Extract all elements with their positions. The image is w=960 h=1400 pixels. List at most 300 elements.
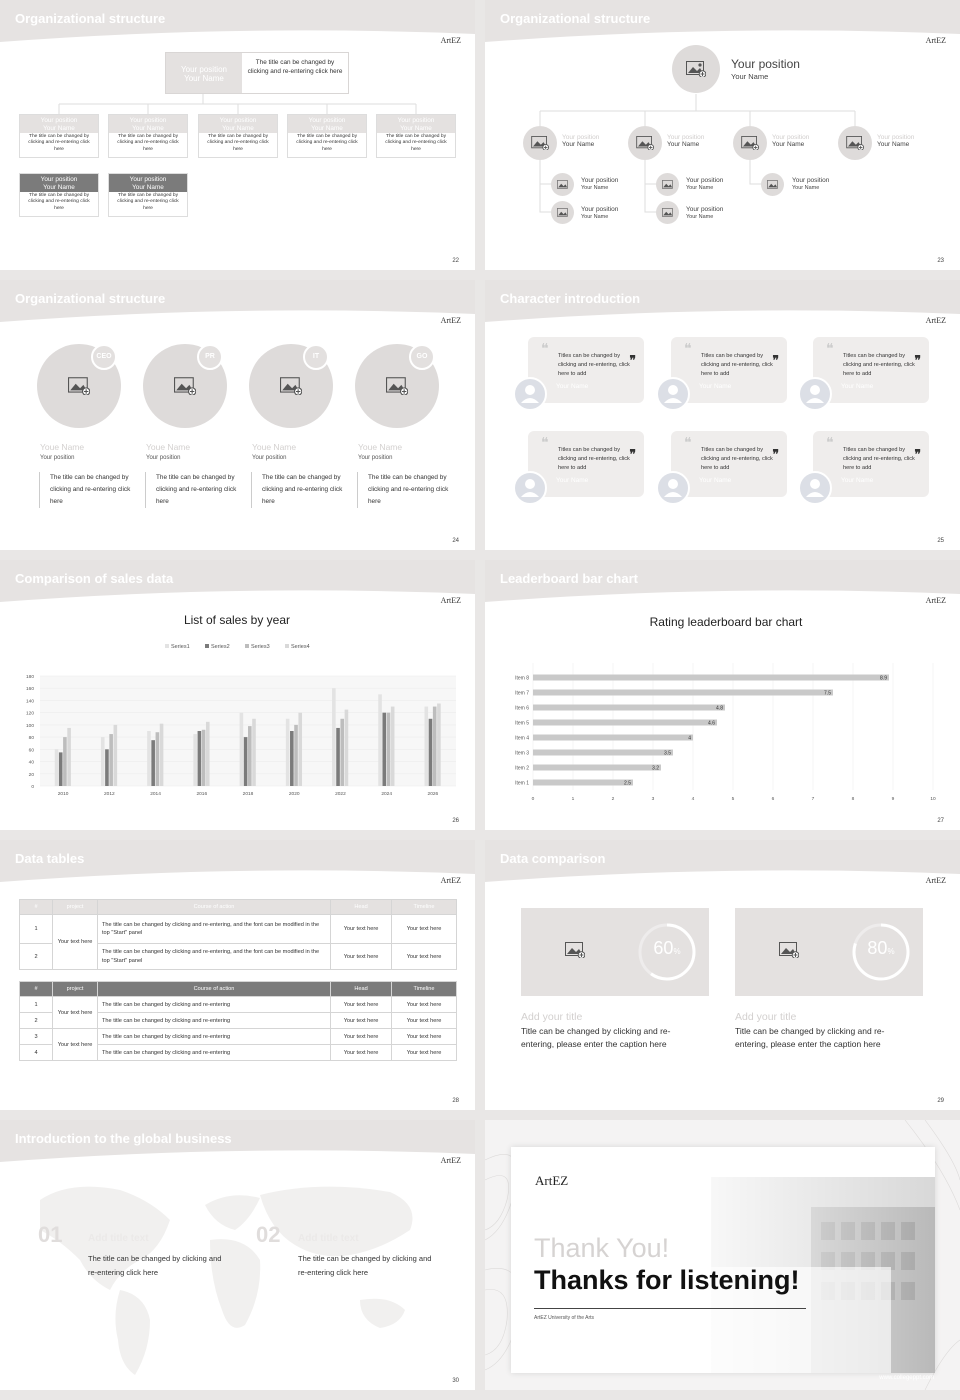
y-tick-label: 80 (28, 736, 34, 742)
data-label: 4.8 (716, 705, 723, 712)
cell: Your text here (331, 944, 392, 970)
person-name: Youe Name (146, 442, 191, 452)
position-label: Your position (686, 206, 724, 213)
position-label: Your position (562, 134, 600, 141)
closing-card (511, 1147, 935, 1373)
col-header: Course of action (98, 982, 331, 997)
page-number: 29 (937, 1098, 944, 1104)
avatar (656, 471, 690, 505)
position-label: Your position (686, 177, 724, 184)
bar (202, 730, 206, 786)
cell: 2 (20, 944, 53, 970)
quote-close-icon: ❞ (629, 353, 636, 367)
col-header: Head (331, 982, 392, 997)
data-label: 4.6 (708, 720, 715, 727)
bar (336, 728, 340, 786)
org-card[interactable] (108, 114, 188, 158)
slide-title: Organizational structure (15, 291, 166, 306)
percent-value (850, 938, 912, 959)
quote-open-icon: ❝ (541, 342, 549, 357)
data-label: 7.5 (824, 690, 831, 697)
x-tick-label: 2018 (242, 792, 254, 797)
card-text: The title can be changed by clicking and re-entering click here (385, 134, 447, 152)
person-position: Your position (146, 455, 181, 461)
x-tick-label: 3 (651, 797, 655, 802)
page-number: 30 (452, 1378, 459, 1384)
leaderboard-bar-chart (485, 608, 960, 818)
y-tick-label: 40 (28, 760, 34, 766)
org-card[interactable] (19, 114, 99, 158)
cell: Your text here (392, 997, 457, 1013)
image-icon (531, 136, 549, 150)
data-label: 8.9 (880, 675, 887, 682)
cell: 4 (20, 1045, 53, 1061)
image-placeholder[interactable] (672, 45, 720, 93)
image-icon (565, 942, 585, 958)
bar (340, 719, 344, 786)
quote-text: Titles can be changed by clicking and re-entering, click here to add (558, 447, 630, 472)
slide-title: Organizational structure (500, 11, 651, 26)
name-label: Your Name (581, 185, 609, 192)
quote-text: Titles can be changed by clicking and re-entering, click here to add (701, 447, 773, 472)
name-label: Your Name (686, 214, 714, 221)
position-label: Your position (40, 176, 78, 183)
bar (101, 737, 105, 786)
role-badge: GO (409, 344, 435, 370)
table-row[interactable] (20, 1029, 457, 1045)
bar (345, 710, 349, 786)
item-title: Add title text (88, 1233, 149, 1244)
position-label: Your position (129, 117, 167, 124)
data-table-1 (19, 899, 457, 970)
name-label: Your Name (132, 125, 164, 132)
quote-text: Titles can be changed by clicking and re-entering, click here to add (701, 353, 773, 378)
x-tick-label: 6 (771, 797, 775, 802)
percent-value (636, 938, 698, 959)
chart-title: Rating leaderboard bar chart (649, 615, 803, 629)
bar (533, 675, 889, 681)
image-placeholder[interactable] (761, 173, 784, 196)
bar (533, 750, 673, 756)
table-row[interactable] (20, 915, 457, 944)
quote-open-icon: ❝ (684, 342, 692, 357)
y-tick-label: 100 (25, 723, 34, 729)
top-name: Your Name (731, 72, 769, 81)
cell: Your text here (331, 1013, 392, 1029)
cell: Your text here (392, 1029, 457, 1045)
name-label: Your Name (667, 141, 700, 149)
page-number: 25 (937, 538, 944, 544)
bar (424, 707, 428, 786)
legend-swatch (245, 644, 249, 648)
slide-title: Data comparison (500, 851, 606, 866)
card-text: The title can be changed by clicking and re-entering click here (296, 134, 358, 152)
name-label: Your Name (792, 185, 820, 192)
y-tick-label: Item 7 (515, 690, 529, 697)
image-placeholder[interactable] (656, 173, 679, 196)
percent-unit: % (673, 947, 681, 956)
item-number: 02 (256, 1222, 281, 1247)
bar (433, 707, 437, 786)
avatar (513, 471, 547, 505)
quote-name: Your Name (556, 477, 589, 484)
chart-title: List of sales by year (183, 613, 291, 627)
position-label: Your position (129, 176, 167, 183)
name-label: Your Name (400, 125, 432, 132)
image-icon (779, 942, 799, 958)
cell: Your text here (53, 1029, 98, 1061)
logo: ArtEZ (925, 316, 946, 325)
logo: ArtEZ (440, 876, 461, 885)
bar (382, 713, 386, 786)
comparison-text: Title can be changed by clicking and re-entering, please enter the caption here (521, 1026, 671, 1050)
slide-title: Data tables (15, 851, 85, 866)
thank-you-text: Thank You! (534, 1233, 670, 1263)
x-tick-label: 5 (731, 797, 735, 802)
image-icon (741, 136, 759, 150)
image-icon (767, 180, 779, 190)
logo: ArtEZ (440, 1156, 461, 1165)
quote-name: Your Name (699, 383, 732, 390)
org-top-box[interactable] (165, 52, 349, 94)
page-number: 23 (937, 258, 944, 264)
quote-name: Your Name (841, 477, 874, 484)
sales-bar-chart (0, 608, 475, 818)
user-icon (515, 379, 545, 409)
bar (114, 725, 118, 786)
bar (294, 725, 298, 786)
image-placeholder[interactable] (523, 126, 557, 160)
name-label: Your Name (311, 125, 343, 132)
item-number: 01 (38, 1222, 63, 1247)
person-position: Your position (358, 455, 393, 461)
slide-29 (485, 840, 960, 1110)
name-label: Your Name (43, 125, 75, 132)
role-badge: PR (197, 344, 223, 370)
cell: The title can be changed by clicking and re-entering (98, 997, 331, 1013)
top-position: Your position (731, 57, 800, 71)
image-icon (662, 180, 674, 190)
item-title: Add title text (298, 1233, 359, 1244)
slide-title: Introduction to the global business (15, 1131, 232, 1146)
image-icon (662, 208, 674, 218)
x-tick-label: 2012 (103, 792, 115, 797)
x-tick-label: 4 (691, 797, 695, 802)
x-tick-label: 1 (571, 797, 575, 802)
image-icon (280, 377, 302, 395)
x-tick-label: 0 (531, 797, 535, 802)
position-label: Your position (792, 177, 830, 184)
x-tick-label: 2024 (381, 792, 393, 797)
legend-swatch (205, 644, 209, 648)
slide-26 (0, 560, 475, 830)
slide-header (485, 840, 960, 888)
bar (533, 735, 693, 741)
quote-name: Your Name (841, 383, 874, 390)
x-tick-label: 2014 (150, 792, 161, 797)
cell: Your text here (331, 915, 392, 944)
position-label: Your position (772, 134, 810, 141)
bar (533, 705, 725, 711)
percent-unit: % (887, 947, 895, 956)
bar (105, 749, 109, 786)
name-label: Your Name (772, 141, 805, 149)
col-header: Course of action (98, 900, 331, 915)
y-tick-label: Item 5 (515, 720, 529, 727)
name-label: Your Name (222, 125, 254, 132)
bar (63, 737, 67, 786)
slide-title: Leaderboard bar chart (500, 571, 638, 586)
person-name: Youe Name (40, 442, 85, 452)
slide-23 (485, 0, 960, 270)
x-tick-label: 2020 (288, 792, 300, 797)
cell: The title can be changed by clicking and re-entering (98, 1045, 331, 1061)
org-card[interactable] (19, 173, 99, 217)
page-number: 26 (452, 818, 459, 824)
image-placeholder[interactable] (551, 173, 574, 196)
person-position: Your position (40, 455, 75, 461)
quote-text: Titles can be changed by clicking and re-entering, click here to add (843, 447, 915, 472)
slide-header (0, 560, 475, 608)
image-icon (386, 377, 408, 395)
quote-text: Titles can be changed by clicking and re-entering, click here to add (843, 353, 915, 378)
position-label: Your position (181, 65, 227, 74)
person-description: The title can be changed by clicking and re-entering click here (357, 472, 450, 508)
image-icon (686, 61, 706, 77)
x-tick-label: 2016 (196, 792, 208, 797)
comparison-card[interactable] (735, 908, 923, 996)
logo: ArtEZ (925, 36, 946, 45)
y-tick-label: Item 1 (515, 780, 529, 787)
role-badge: IT (303, 344, 329, 370)
bar (533, 765, 661, 771)
quote-close-icon: ❞ (772, 447, 779, 461)
position-label: Your position (667, 134, 705, 141)
position-label: Your position (308, 117, 346, 124)
image-placeholder[interactable] (551, 201, 574, 224)
page-number: 27 (937, 818, 944, 824)
user-icon (515, 473, 545, 503)
comparison-title: Add your title (735, 1011, 797, 1023)
position-label: Your position (219, 117, 257, 124)
bar (151, 740, 155, 786)
user-icon (658, 473, 688, 503)
x-tick-label: 8 (851, 797, 855, 802)
cell: 1 (20, 997, 53, 1013)
position-label: Your position (40, 117, 78, 124)
image-placeholder[interactable] (656, 201, 679, 224)
comparison-title: Add your title (521, 1011, 583, 1023)
col-header: project (53, 982, 98, 997)
org-card[interactable] (198, 114, 278, 158)
y-tick-label: 160 (25, 687, 34, 693)
y-tick-label: 180 (25, 675, 34, 680)
data-label: 4 (688, 735, 691, 742)
y-tick-label: Item 6 (515, 705, 529, 712)
col-header: Timeline (392, 982, 457, 997)
card-text: The title can be changed by clicking and re-entering click here (117, 134, 179, 152)
y-tick-label: 120 (25, 711, 34, 717)
percent-number: 60 (653, 938, 674, 958)
y-tick-label: 20 (28, 772, 34, 778)
cell: 2 (20, 1013, 53, 1029)
data-label: 2.5 (624, 780, 631, 787)
x-tick-label: 7 (811, 797, 815, 802)
position-label: Your position (877, 134, 915, 141)
logo: ArtEZ (440, 596, 461, 605)
logo: ArtEZ (440, 36, 461, 45)
col-header: Head (331, 900, 392, 915)
quote-open-icon: ❝ (826, 436, 834, 451)
card-text: The title can be changed by clicking and re-entering click here (207, 134, 269, 152)
quote-close-icon: ❞ (772, 353, 779, 367)
data-label: 3.5 (664, 750, 671, 757)
image-icon (68, 377, 90, 395)
person-name: Youe Name (252, 442, 297, 452)
name-label: Your Name (562, 141, 595, 149)
logo: ArtEZ (925, 876, 946, 885)
legend-label: Series3 (251, 644, 270, 650)
bar (429, 719, 433, 786)
y-tick-label: 60 (28, 748, 34, 754)
slide-24 (0, 280, 475, 550)
image-icon (636, 136, 654, 150)
image-icon (557, 180, 569, 190)
x-tick-label: 2010 (57, 792, 69, 797)
bar (391, 707, 395, 786)
y-tick-label: Item 4 (515, 735, 529, 742)
slide-25 (485, 280, 960, 550)
y-tick-label: Item 8 (515, 675, 529, 682)
name-label: Your Name (877, 141, 910, 149)
role-badge: CEO (91, 344, 117, 370)
avatar (513, 377, 547, 411)
slide-28 (0, 840, 475, 1110)
image-icon (557, 208, 569, 218)
name-label: Your Name (686, 185, 714, 192)
slide-header (485, 280, 960, 328)
cell: Your text here (331, 1029, 392, 1045)
y-tick-label: Item 2 (515, 765, 529, 772)
name-label: Your Name (43, 184, 75, 191)
slide-header (0, 280, 475, 328)
quote-name: Your Name (699, 477, 732, 484)
subtitle: ArtEZ University of the Arts (534, 1315, 595, 1321)
slide-title: Character introduction (500, 291, 641, 306)
x-tick-label: 10 (930, 797, 936, 802)
image-icon (174, 377, 196, 395)
image-icon (846, 136, 864, 150)
org-card[interactable] (287, 114, 367, 158)
image-placeholder[interactable] (838, 126, 872, 160)
bar (147, 731, 151, 786)
y-tick-label: Item 3 (515, 750, 529, 757)
y-tick-label: 0 (31, 785, 34, 790)
image-placeholder[interactable] (733, 126, 767, 160)
bar (248, 726, 252, 786)
person-name: Youe Name (358, 442, 403, 452)
person-description: The title can be changed by clicking and re-entering click here (145, 472, 238, 508)
org-card[interactable] (108, 173, 188, 217)
bar (533, 780, 633, 786)
item-text: The title can be changed by clicking and re-entering click here (298, 1254, 432, 1278)
cell: Your text here (392, 944, 457, 970)
page-number: 24 (452, 538, 459, 544)
image-placeholder[interactable] (628, 126, 662, 160)
quote-close-icon: ❞ (629, 447, 636, 461)
data-table-2 (19, 981, 457, 1061)
cell: Your text here (53, 997, 98, 1029)
bar (290, 731, 294, 786)
col-header: project (53, 900, 98, 915)
org-card[interactable] (376, 114, 456, 158)
cell: The title can be changed by clicking and re-entering, and the font can be modified in the top "Start" panel (98, 944, 331, 970)
data-label: 3.2 (652, 765, 659, 772)
x-tick-label: 2026 (427, 792, 439, 797)
cell: Your text here (392, 915, 457, 944)
bar (378, 694, 382, 786)
card-text: The title can be changed by clicking and re-entering click here (28, 193, 90, 211)
position-label: Your position (581, 177, 619, 184)
quote-open-icon: ❝ (684, 436, 692, 451)
position-label: Your position (581, 206, 619, 213)
user-icon (658, 379, 688, 409)
percent-number: 80 (867, 938, 888, 958)
slide-31 (485, 1120, 960, 1390)
person-description: The title can be changed by clicking and re-entering click here (251, 472, 344, 508)
page-number: 22 (452, 258, 459, 264)
comparison-text: Title can be changed by clicking and re-entering, please enter the caption here (735, 1026, 885, 1050)
cell: Your text here (392, 1013, 457, 1029)
person-description: The title can be changed by clicking and re-entering click here (39, 472, 132, 508)
x-tick-label: 2022 (335, 792, 346, 797)
user-icon (800, 379, 830, 409)
bar (59, 752, 63, 786)
item-text: The title can be changed by clicking and re-entering click here (88, 1254, 222, 1278)
bar (533, 690, 833, 696)
person-position: Your position (252, 455, 287, 461)
quote-open-icon: ❝ (826, 342, 834, 357)
org-top-text: The title can be changed by clicking and re-entering click here (247, 59, 343, 76)
position-label: Your position (397, 117, 435, 124)
card-text: The title can be changed by clicking and re-entering click here (117, 193, 179, 211)
bar (67, 728, 71, 786)
quote-name: Your Name (556, 383, 589, 390)
cell: 3 (20, 1029, 53, 1045)
y-tick-label: 140 (25, 699, 34, 705)
divider (534, 1308, 806, 1309)
slide-header (0, 840, 475, 888)
bar (533, 720, 717, 726)
legend-swatch (165, 644, 169, 648)
cell: Your text here (392, 1045, 457, 1061)
bar (252, 719, 256, 786)
legend-label: Series2 (211, 644, 230, 650)
website-link[interactable]: www.collegeppt.com (879, 1375, 934, 1381)
quote-text: Titles can be changed by clicking and re-entering, click here to add (558, 353, 630, 378)
bar (286, 719, 290, 786)
x-tick-label: 9 (891, 797, 895, 802)
bar (244, 737, 248, 786)
quote-open-icon: ❝ (541, 436, 549, 451)
table-row[interactable] (20, 997, 457, 1013)
bar (298, 713, 302, 786)
cell: Your text here (331, 997, 392, 1013)
thanks-heading: Thanks for listening! (534, 1265, 800, 1295)
slide-30 (0, 1120, 475, 1390)
bar (198, 731, 202, 786)
comparison-card[interactable] (521, 908, 709, 996)
